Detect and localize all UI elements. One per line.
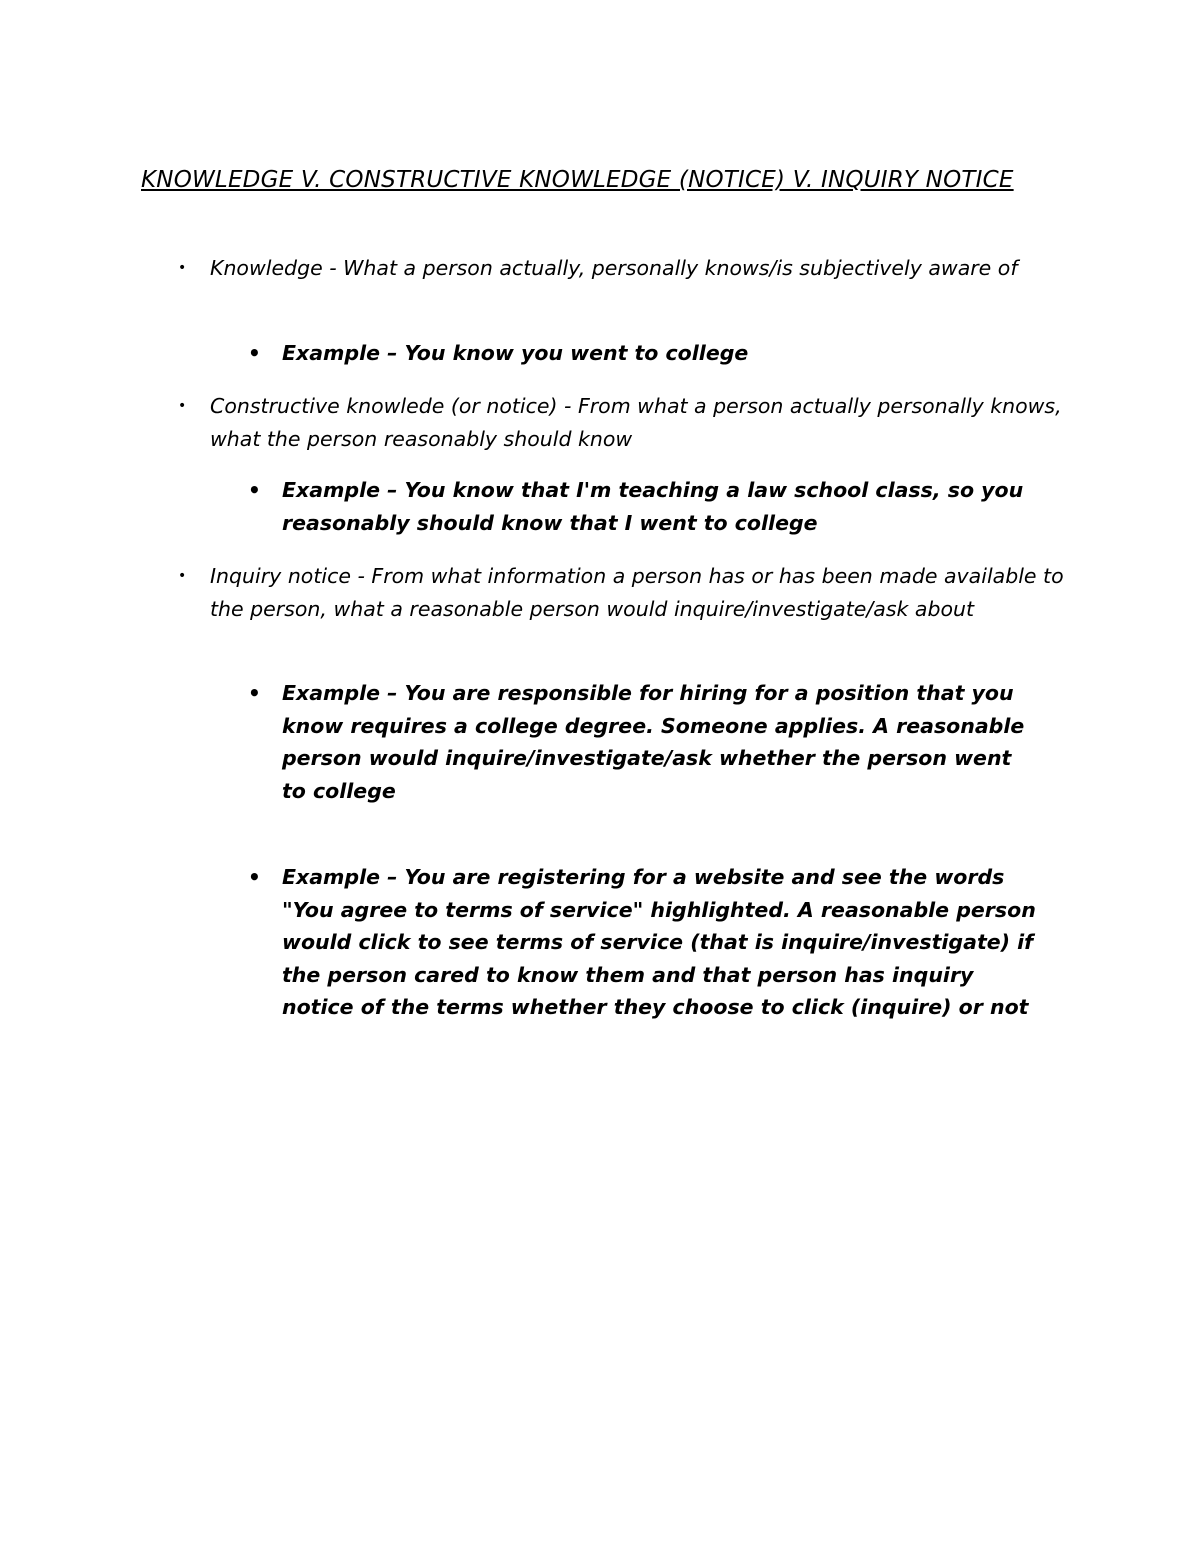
- definition-text: Inquiry notice - From what information a person has or has been made available to the person, what a reasonable person would inquire/investigate/ask about: [210, 564, 1064, 621]
- document-title: KNOWLEDGE V. CONSTRUCTIVE KNOWLEDGE (NOTICE) V. INQUIRY NOTICE: [141, 167, 1014, 193]
- definition-text: Constructive knowlede (or notice) - From what a person actually personally knows, what the person reasonably should know: [210, 394, 1062, 451]
- definition-inquiry-notice: [178, 560, 1070, 625]
- example-text: Example – You know you went to college: [282, 341, 749, 365]
- bullet-icon: •: [178, 568, 187, 584]
- example-text: Example – You are registering for a website and see the words "You agree to terms of service" highlighted. A reasonable person would click to see terms of service (that is inquire/investigate) if the person cared to know them and that person has inquiry notice of the terms whether they choose to click (inquire) or not: [282, 865, 1036, 1019]
- bullet-icon: •: [178, 260, 187, 276]
- bullet-icon: •: [248, 341, 261, 365]
- bullet-icon: •: [178, 398, 187, 414]
- example-text: Example – You are responsible for hiring for a position that you know requires a college degree. Someone applies. A reasonable person would inquire/investigate/ask whether the person went to college: [282, 681, 1025, 803]
- bullet-icon: •: [248, 865, 261, 889]
- example-knowledge: [248, 337, 1042, 370]
- bullet-icon: •: [248, 478, 261, 502]
- example-inquiry-website: [248, 861, 1042, 1024]
- example-text: Example – You know that I'm teaching a law school class, so you reasonably should know that I went to college: [282, 478, 1024, 535]
- definition-text: Knowledge - What a person actually, personally knows/is subjectively aware of: [210, 256, 1018, 280]
- example-constructive-knowledge: [248, 474, 1042, 539]
- bullet-icon: •: [248, 681, 261, 705]
- definition-knowledge: [178, 252, 1070, 285]
- example-inquiry-hiring: [248, 677, 1042, 807]
- definition-constructive-knowledge: [178, 390, 1070, 455]
